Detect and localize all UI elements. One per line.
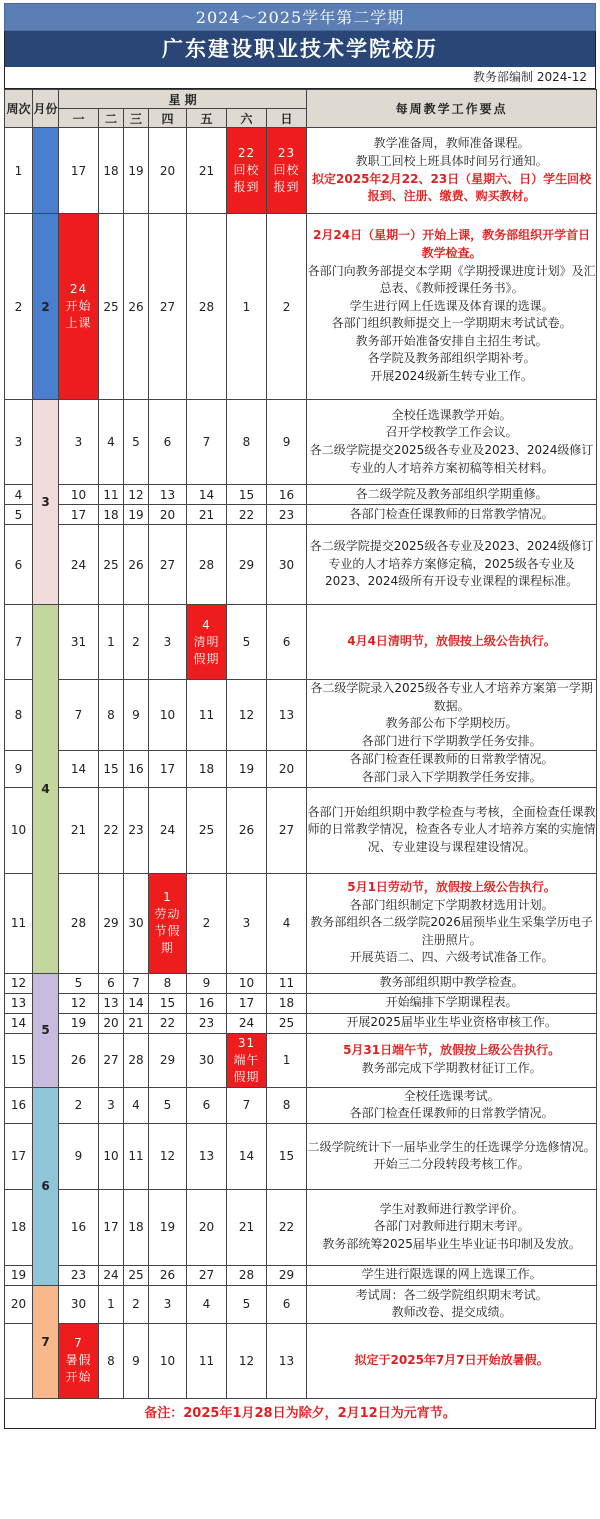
week-number: 17 [5,1123,33,1189]
task-item: 各二级学院及教务部组织学期重修。 [355,486,548,501]
date-cell: 28 [124,1033,149,1087]
month-cell [33,128,59,214]
weekday-header: 四 [149,109,187,128]
date-cell: 1 [267,1033,307,1087]
date-cell: 6 [267,605,307,680]
date-cell: 2 [124,1285,149,1323]
week-row [5,400,597,485]
task-item: 开展2025届毕业生毕业资格审核工作。 [346,1015,557,1030]
date-cell: 23 [59,1265,99,1285]
date-cell: 13 [267,1323,307,1398]
date-cell: 27 [99,1033,124,1087]
date-cell: 28 [59,873,99,973]
task-item: 全校任选课教学开始。 [391,407,512,422]
date-cell: 17 [149,751,187,787]
date-cell: 12 [124,485,149,505]
date-cell: 21 [124,1013,149,1033]
date-cell: 2 [187,873,227,973]
date-line: 期 [160,941,174,956]
date-cell: 27 [149,525,187,605]
date-line: 开始 [65,299,92,313]
week-number: 9 [5,751,33,787]
task-item: 全校任选课考试。 [403,1088,500,1103]
date-cell: 22 [267,1189,307,1265]
date-cell: 14 [59,751,99,787]
week-row [5,1189,597,1265]
date-cell: 14 [124,993,149,1013]
date-cell: 28 [227,1265,267,1285]
week-number: 6 [5,525,33,605]
date-line: 31 [237,1035,256,1050]
date-cell: 8 [227,400,267,485]
tasks-column-header: 每周教学工作要点 [307,90,597,128]
date-cell: 8 [149,973,187,993]
date-cell: 17 [99,1189,124,1265]
date-cell: 18 [267,993,307,1013]
week-tasks-cell [307,485,597,505]
date-cell: 17 [59,505,99,525]
date-cell: 31 [59,605,99,680]
week-row [5,1265,597,1285]
date-cell: 8 [99,1323,124,1398]
date-line: 回校 [233,163,260,177]
week-number: 1 [5,128,33,214]
date-cell: 10 [99,1123,124,1189]
week-tasks-cell [307,400,597,485]
task-item: 教师改卷、提交成绩。 [391,1305,512,1320]
date-cell: 13 [99,993,124,1013]
date-cell: 17 [227,993,267,1013]
task-item: 考试周：各二级学院组织期末考试。 [355,1287,548,1302]
date-cell: 25 [99,525,124,605]
weekday-header: 五 [187,109,227,128]
date-cell: 25 [187,787,227,873]
holiday-date-cell [267,128,307,214]
date-cell: 2 [267,214,307,400]
date-cell: 13 [267,680,307,751]
date-cell: 4 [267,873,307,973]
date-cell: 12 [227,680,267,751]
task-item: 教学准备周，教师准备课程。 [373,136,530,151]
weekday-header: 一 [59,109,99,128]
week-row [5,993,597,1013]
date-cell: 9 [124,1323,149,1398]
date-cell: 30 [59,1285,99,1323]
task-item: 5月31日端午节，放假按上级公告执行。 [343,1043,561,1058]
date-line: 报到 [273,180,300,194]
task-item: 各部门组织教师提交上一学期期末考试试卷。 [331,316,572,331]
date-cell: 11 [124,1123,149,1189]
date-cell: 15 [227,485,267,505]
week-row [5,128,597,214]
week-tasks-cell [307,128,597,214]
week-tasks-cell [307,214,597,400]
date-cell: 15 [267,1123,307,1189]
month-cell: 2 [33,214,59,400]
weekday-header: 日 [267,109,307,128]
date-cell: 22 [99,787,124,873]
date-cell: 29 [99,873,124,973]
date-cell: 16 [187,993,227,1013]
week-tasks-cell [307,1189,597,1265]
date-line: 劳动 [154,907,181,922]
date-cell: 26 [149,1265,187,1285]
date-cell: 19 [227,751,267,787]
week-tasks-cell [307,525,597,605]
date-cell: 21 [187,505,227,525]
date-cell: 20 [149,505,187,525]
month-column-header: 月份 [33,90,59,128]
week-tasks-cell [307,1013,597,1033]
week-row [5,1123,597,1189]
date-cell: 27 [187,1265,227,1285]
date-cell: 19 [149,1189,187,1265]
calendar-title: 广东建设职业技术学院校历 [4,31,596,67]
week-row [5,605,597,680]
date-cell: 14 [187,485,227,505]
date-cell: 26 [124,214,149,400]
week-tasks-cell [307,1087,597,1123]
date-cell: 9 [59,1123,99,1189]
week-number: 15 [5,1033,33,1087]
task-item: 召开学校教学工作会议。 [385,425,518,440]
task-item: 拟定2025年2月22、23日（星期六、日）学生回校报到、注册、缴费、购买教材。 [312,171,592,204]
holiday-date-cell [149,873,187,973]
date-cell: 5 [59,973,99,993]
week-number: 13 [5,993,33,1013]
week-row [5,525,597,605]
date-cell: 6 [267,1285,307,1323]
date-line: 开始 [65,1370,92,1385]
week-tasks-cell [307,1033,597,1087]
date-cell: 3 [149,605,187,680]
date-cell: 7 [59,680,99,751]
week-number: 7 [5,605,33,680]
date-cell: 1 [227,214,267,400]
date-cell: 21 [227,1189,267,1265]
date-cell: 2 [59,1087,99,1123]
week-number: 14 [5,1013,33,1033]
week-row [5,680,597,751]
date-cell: 6 [187,1087,227,1123]
holiday-date-cell [59,1323,99,1398]
week-column-header: 周次 [5,90,33,128]
date-cell: 7 [187,400,227,485]
week-row [5,751,597,787]
date-cell: 20 [267,751,307,787]
date-cell: 9 [187,973,227,993]
date-line: 22 [237,146,256,160]
date-cell: 7 [227,1087,267,1123]
date-cell: 20 [99,1013,124,1033]
task-item: 各部门检查任课教师的日常教学情况。 [349,1106,554,1121]
date-cell: 22 [227,505,267,525]
date-cell: 9 [124,680,149,751]
date-cell: 16 [267,485,307,505]
date-cell: 28 [187,214,227,400]
week-row [5,787,597,873]
holiday-date-cell [227,128,267,214]
task-item: 学生对教师进行教学评价。 [379,1201,524,1216]
date-cell: 19 [59,1013,99,1033]
date-cell: 3 [99,1087,124,1123]
task-item: 开展2024级新生转专业工作。 [370,369,533,384]
week-tasks-cell [307,873,597,973]
date-cell: 25 [267,1013,307,1033]
week-tasks-cell [307,680,597,751]
weekday-header: 三 [124,109,149,128]
date-cell: 25 [99,214,124,400]
task-item: 各部门对教师进行期末考评。 [373,1219,530,1234]
task-item: 开始三二分段转段考核工作。 [373,1157,530,1172]
date-cell: 27 [149,214,187,400]
date-cell: 10 [149,680,187,751]
week-number: 19 [5,1265,33,1285]
date-cell: 20 [187,1189,227,1265]
task-item: 各部门开始组织期中教学检查与考核，全面检查任课教师的日常教学情况，检查各专业人才培养方案的实施情况、专业建设与课程建设情况。 [307,804,596,854]
weekday-group-header: 星 期 [59,90,307,109]
date-cell: 11 [99,485,124,505]
date-cell: 8 [99,680,124,751]
week-tasks-cell [307,505,597,525]
date-line: 1 [163,890,172,905]
task-item: 各部门进行下学期教学任务安排。 [361,733,542,748]
month-cell: 4 [33,605,59,974]
task-item: 教务部公布下学期校历。 [385,716,518,731]
week-number: 8 [5,680,33,751]
week-number: 16 [5,1087,33,1123]
date-cell: 21 [59,787,99,873]
week-row [5,1285,597,1323]
date-cell: 4 [187,1285,227,1323]
date-line: 节假 [154,924,181,939]
date-cell: 26 [124,525,149,605]
date-cell: 4 [99,400,124,485]
date-cell: 5 [227,605,267,680]
date-cell: 4 [124,1087,149,1123]
date-line: 回校 [273,163,300,177]
task-item: 各二级学院提交2025级各专业及2023、2024级修订专业的人才培养方案初稿等相关材料。 [309,443,594,475]
month-cell: 7 [33,1285,59,1398]
week-row [5,485,597,505]
week-tasks-cell [307,1123,597,1189]
date-cell: 20 [149,128,187,214]
task-item: 各二级学院提交2025级各专业及2023、2024级修订专业的人才培养方案修定稿，2025级各专业及2023、2024级所有开设专业课程的课程标准。 [309,539,594,589]
date-cell: 3 [59,400,99,485]
date-line: 23 [277,146,296,160]
week-tasks-cell [307,1285,597,1323]
task-item: 开展英语二、四、六级考试准备工作。 [349,950,554,965]
date-cell: 30 [187,1033,227,1087]
week-number: 2 [5,214,33,400]
task-item: 各学院及教务部组织学期补考。 [367,351,536,366]
week-number: 11 [5,873,33,973]
task-item: 2月24日（星期一）开始上课，教务部组织开学首日教学检查。 [313,228,591,260]
task-item: 学生进行限选课的网上选课工作。 [361,1267,542,1282]
date-cell: 16 [59,1189,99,1265]
date-line: 端午 [233,1052,260,1067]
date-cell: 3 [149,1285,187,1323]
date-cell: 14 [227,1123,267,1189]
date-cell: 6 [149,400,187,485]
date-cell: 26 [59,1033,99,1087]
date-cell: 19 [124,128,149,214]
date-cell: 29 [149,1033,187,1087]
task-item: 教务部组织各二级学院2026届预毕业生采集学历电子注册照片。 [310,915,593,947]
date-cell: 25 [124,1265,149,1285]
date-cell: 15 [99,751,124,787]
task-item: 拟定于2025年7月7日开始放暑假。 [354,1352,549,1367]
editor-credit: 教务部编制 2024-12 [4,67,596,89]
task-item: 二级学院统计下一届毕业学生的任选课学分选修情况。 [307,1139,596,1154]
date-cell: 30 [267,525,307,605]
task-item: 各部门录入下学期教学任务安排。 [361,769,542,784]
week-tasks-cell [307,1265,597,1285]
date-cell: 12 [149,1123,187,1189]
date-cell: 15 [149,993,187,1013]
date-line: 清明 [193,634,220,649]
task-item: 各二级学院录入2025级各专业人才培养方案第一学期数据。 [310,681,593,713]
date-cell: 23 [124,787,149,873]
week-number: 10 [5,787,33,873]
date-cell: 18 [99,128,124,214]
week-row [5,214,597,400]
task-item: 各部门向教务部提交本学期《学期授课进度计划》及汇总表、《教师授课任务书》。 [307,263,596,296]
week-number: 20 [5,1285,33,1323]
date-cell: 11 [267,973,307,993]
weekday-header: 二 [99,109,124,128]
task-item: 学生进行网上任选课及体育课的选课。 [349,298,554,313]
header-row [5,90,597,109]
date-line: 7 [74,1336,83,1351]
date-cell: 26 [227,787,267,873]
date-cell: 18 [124,1189,149,1265]
month-cell: 3 [33,400,59,605]
date-cell: 12 [59,993,99,1013]
date-cell: 22 [149,1013,187,1033]
date-cell: 9 [267,400,307,485]
date-cell: 11 [187,680,227,751]
date-line: 24 [69,282,88,296]
date-cell: 24 [149,787,187,873]
date-cell: 5 [124,400,149,485]
task-item: 开始编排下学期课程表。 [385,995,518,1010]
date-cell: 6 [99,973,124,993]
date-cell: 8 [267,1087,307,1123]
week-tasks-cell [307,993,597,1013]
holiday-date-cell [227,1033,267,1087]
term-banner: 2024～2025学年第二学期 [4,3,596,31]
date-line: 报到 [233,180,260,194]
date-line: 假期 [193,651,220,666]
week-row [5,505,597,525]
date-cell: 18 [99,505,124,525]
date-cell: 18 [187,751,227,787]
task-item: 5月1日劳动节，放假按上级公告执行。 [347,880,556,895]
week-number: 18 [5,1189,33,1265]
date-cell: 21 [187,128,227,214]
task-item: 教务部开始准备安排自主招生考试。 [355,333,548,348]
week-tasks-cell [307,605,597,680]
date-cell: 1 [99,605,124,680]
date-line: 上课 [65,316,92,330]
date-cell: 11 [187,1323,227,1398]
date-cell: 3 [227,873,267,973]
week-number: 5 [5,505,33,525]
date-cell: 1 [99,1285,124,1323]
date-cell: 24 [99,1265,124,1285]
date-cell: 12 [227,1323,267,1398]
date-cell: 7 [124,973,149,993]
footer-note: 备注：2025年1月28日为除夕，2月12日为元宵节。 [4,1399,596,1429]
date-cell: 19 [124,505,149,525]
date-cell: 13 [149,485,187,505]
date-cell: 23 [187,1013,227,1033]
date-cell: 10 [149,1323,187,1398]
date-cell: 5 [149,1087,187,1123]
month-cell: 5 [33,973,59,1087]
holiday-date-cell [59,214,99,400]
date-cell: 27 [267,787,307,873]
task-item: 4月4日清明节，放假按上级公告执行。 [347,634,556,649]
task-item: 教务部组织期中教学检查。 [379,975,524,990]
date-cell: 28 [187,525,227,605]
week-row [5,873,597,973]
weekday-header: 六 [227,109,267,128]
date-cell: 10 [227,973,267,993]
task-item: 各部门组织制定下学期教材选用计划。 [349,897,554,912]
month-cell: 6 [33,1087,59,1285]
week-tasks-cell [307,787,597,873]
date-cell: 24 [59,525,99,605]
date-cell: 2 [124,605,149,680]
date-cell: 29 [227,525,267,605]
week-row [5,973,597,993]
date-line: 暑假 [65,1353,92,1368]
holiday-date-cell [187,605,227,680]
date-line: 假期 [233,1069,260,1084]
task-item: 教务部完成下学期教材征订工作。 [361,1061,542,1076]
week-row [5,1033,597,1087]
week-tasks-cell [307,973,597,993]
task-item: 各部门检查任课教师的日常教学情况。 [349,506,554,521]
date-line: 4 [202,617,211,632]
week-number: 4 [5,485,33,505]
week-row [5,1323,597,1398]
week-row [5,1087,597,1123]
week-row [5,1013,597,1033]
date-cell: 23 [267,505,307,525]
date-cell: 24 [227,1013,267,1033]
task-item: 教务部统筹2025届毕业生毕业证书印制及发放。 [322,1237,581,1252]
week-number: 12 [5,973,33,993]
week-number: 3 [5,400,33,485]
week-number [5,1323,33,1398]
date-cell: 16 [124,751,149,787]
task-item: 教职工回校上班具体时间另行通知。 [355,153,548,168]
week-tasks-cell [307,1323,597,1398]
date-cell: 5 [227,1285,267,1323]
date-cell: 17 [59,128,99,214]
date-cell: 10 [59,485,99,505]
week-tasks-cell [307,751,597,787]
date-cell: 30 [124,873,149,973]
task-item: 各部门检查任课教师的日常教学情况。 [349,752,554,767]
date-cell: 13 [187,1123,227,1189]
calendar-table [4,89,597,1399]
date-cell: 29 [267,1265,307,1285]
